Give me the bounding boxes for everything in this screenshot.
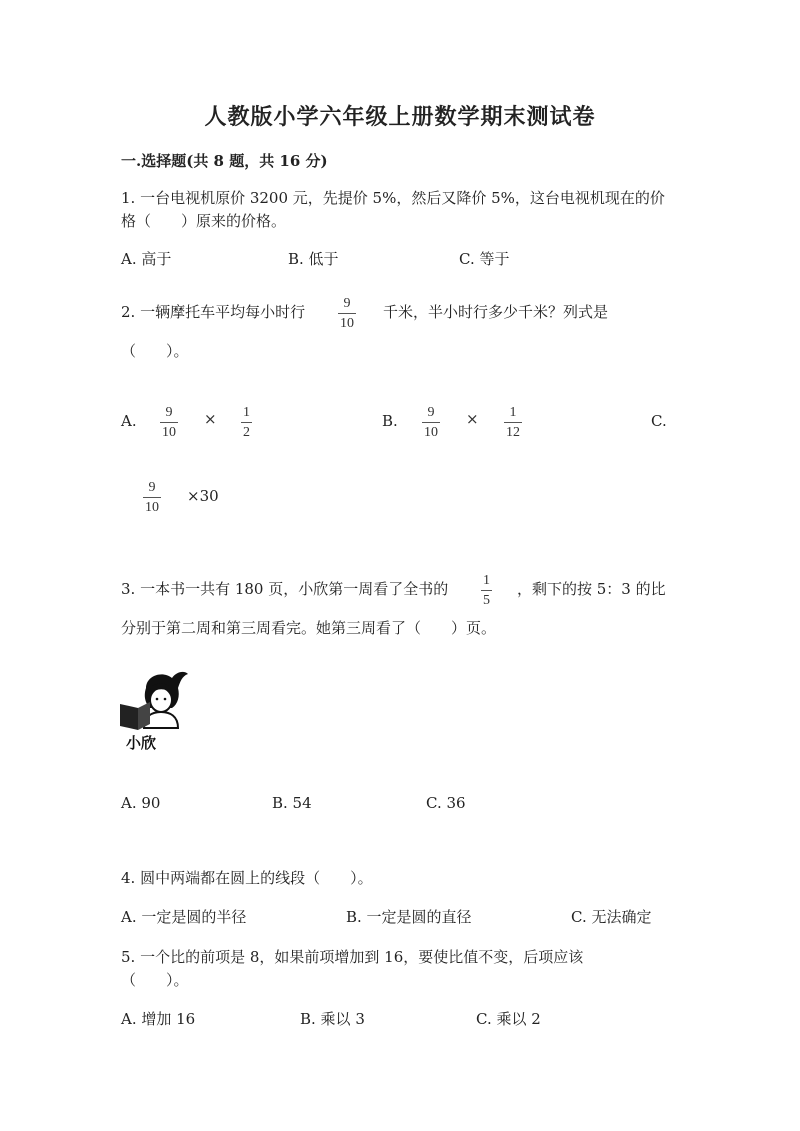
q5-option-a[interactable]: A. 增加 16 <box>121 1010 196 1028</box>
q2-option-c-label[interactable]: C. <box>651 412 667 430</box>
q3-text-line2: 分别于第二周和第三周看完。她第三周看了（ ）页。 <box>121 619 497 637</box>
q1-option-c[interactable]: C. 等于 <box>459 250 510 268</box>
fraction-numerator: 1 <box>483 573 490 588</box>
q1-text-line2: 格（ ）原来的价格。 <box>121 212 287 230</box>
fraction-denominator: 2 <box>243 425 250 440</box>
fraction-denominator: 12 <box>506 425 520 440</box>
q2-option-a-fraction1 <box>160 405 178 440</box>
q5-text-line1: 5. 一个比的前项是 8，如果前项增加到 16，要使比值不变，后项应该 <box>121 948 584 966</box>
section-heading: 一.选择题(共 8 题，共 16 分) <box>121 152 328 170</box>
q5-option-c[interactable]: C. 乘以 2 <box>476 1010 541 1028</box>
multiply-sign: × <box>466 410 479 428</box>
q1-option-b[interactable]: B. 低于 <box>288 250 339 268</box>
q1-option-a[interactable]: A. 高于 <box>121 250 172 268</box>
q2-option-c-rest: ×30 <box>187 487 219 505</box>
multiply-sign: × <box>204 410 217 428</box>
fraction-numerator: 9 <box>343 296 351 311</box>
fraction-denominator: 10 <box>145 500 159 515</box>
girl-reading-illustration <box>116 668 196 753</box>
fraction-denominator: 10 <box>424 425 438 440</box>
q3-option-b[interactable]: B. 54 <box>272 794 312 812</box>
fraction-numerator: 1 <box>509 405 517 420</box>
q2-option-c-fraction <box>143 480 161 515</box>
page-title: 人教版小学六年级上册数学期末测试卷 <box>204 104 596 130</box>
q5-option-b[interactable]: B. 乘以 3 <box>300 1010 365 1028</box>
q2-option-b-fraction1 <box>422 405 440 440</box>
q2-text-suffix: 千米，半小时行多少千米？列式是 <box>383 303 609 321</box>
q2-option-a-label[interactable]: A. <box>121 412 137 430</box>
q3-text-suffix: ，剩下的按 5：3 的比 <box>517 580 666 598</box>
fraction-numerator: 9 <box>148 480 156 495</box>
q3-fraction <box>481 573 492 608</box>
q2-text-line2: （ ）。 <box>121 342 189 360</box>
q2-fraction <box>338 296 356 331</box>
q5-text-line2: （ ）。 <box>121 971 189 989</box>
q4-option-a[interactable]: A. 一定是圆的半径 <box>121 908 247 926</box>
fraction-numerator: 9 <box>427 405 435 420</box>
q4-option-c[interactable]: C. 无法确定 <box>571 908 652 926</box>
q2-option-a-fraction2 <box>241 405 252 440</box>
fraction-numerator: 1 <box>243 405 250 420</box>
q1-text-line1: 1. 一台电视机原价 3200 元，先提价 5%，然后又降价 5%，这台电视机现在的价 <box>121 189 665 207</box>
fraction-numerator: 9 <box>165 405 173 420</box>
q2-option-b-fraction2 <box>504 405 522 440</box>
q2-option-b-label[interactable]: B. <box>382 412 398 430</box>
q3-text-prefix: 3. 一本书一共有 180 页，小欣第一周看了全书的 <box>121 580 449 598</box>
q4-text: 4. 圆中两端都在圆上的线段（ ）。 <box>121 869 373 887</box>
fraction-denominator: 5 <box>483 593 490 608</box>
fraction-denominator: 10 <box>162 425 176 440</box>
q4-option-b[interactable]: B. 一定是圆的直径 <box>346 908 472 926</box>
q3-option-a[interactable]: A. 90 <box>121 794 161 812</box>
fraction-denominator: 10 <box>340 316 354 331</box>
q3-option-c[interactable]: C. 36 <box>426 794 466 812</box>
illustration-caption: 小欣 <box>126 734 157 752</box>
q2-text-prefix: 2. 一辆摩托车平均每小时行 <box>121 303 306 321</box>
